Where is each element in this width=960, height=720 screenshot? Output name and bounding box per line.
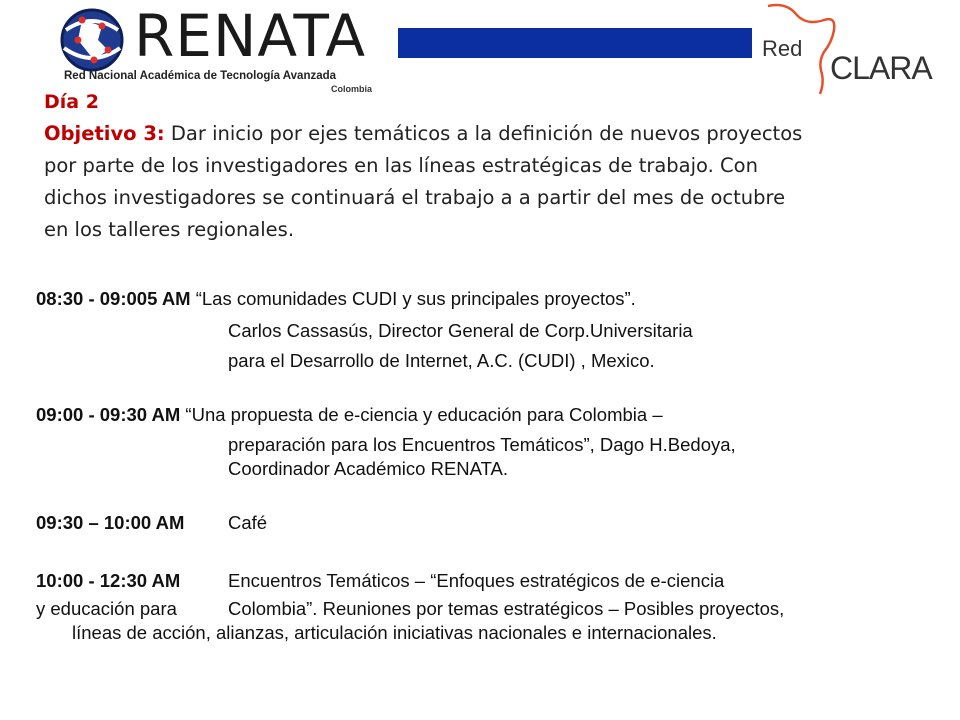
objective-block xyxy=(44,86,924,246)
schedule-time-4: 10:00 - 12:30 AM xyxy=(36,570,181,591)
schedule-time-3: 09:30 – 10:00 AM xyxy=(36,512,185,533)
objective-text-4: en los talleres regionales. xyxy=(44,218,295,241)
renata-country: Colombia xyxy=(330,84,372,94)
schedule-detail-4-prefix: y educación para xyxy=(36,598,177,619)
schedule-detail-2a: preparación para los Encuentros Temáticos”, Dago H.Bedoya, xyxy=(228,434,736,455)
schedule-detail-2b: Coordinador Académico RENATA. xyxy=(228,458,509,479)
schedule-title-1: “Las comunidades CUDI y sus principales proyectos”. xyxy=(190,288,636,309)
schedule-time-2: 09:00 - 09:30 AM xyxy=(36,404,181,425)
schedule-title-2: “Una propuesta de e-ciencia y educación para Colombia – xyxy=(180,404,663,425)
renata-wordmark: RENATA xyxy=(134,2,367,70)
renata-subtitle: Red Nacional Académica de Tecnología Avanzada xyxy=(64,70,337,82)
header-blue-bar xyxy=(398,28,752,58)
schedule-item-1 xyxy=(36,288,636,310)
schedule-detail-4b: líneas de acción, alianzas, articulación iniciativas nacionales e internacionales. xyxy=(72,622,717,643)
schedule-title-3: Café xyxy=(228,512,268,533)
objective-text-1: Dar inicio por ejes temáticos a la definición de nuevos proyectos xyxy=(164,122,803,145)
objective-text-2: por parte de los investigadores en las líneas estratégicas de trabajo. Con xyxy=(44,154,758,177)
schedule-title-4: Encuentros Temáticos – “Enfoques estratégicos de e-ciencia xyxy=(228,570,725,591)
schedule-item-2 xyxy=(36,404,663,426)
schedule-time-1: 08:30 - 09:005 AM xyxy=(36,288,191,309)
renata-logo xyxy=(58,4,378,96)
schedule-item-3 xyxy=(36,512,184,534)
schedule-detail-1b: para el Desarrollo de Internet, A.C. (CUDI) , Mexico. xyxy=(228,350,655,371)
clara-red-text: Red xyxy=(762,36,803,61)
clara-wordmark: CLARA xyxy=(830,50,932,86)
schedule-detail-4a: Colombia”. Reuniones por temas estratégicos – Posibles proyectos, xyxy=(228,598,785,619)
redclara-logo xyxy=(762,0,942,100)
objective-text-3: dichos investigadores se continuará el trabajo a a partir del mes de octubre xyxy=(44,186,786,209)
objective-line-1 xyxy=(44,118,924,150)
day-label: Día 2 xyxy=(44,91,99,113)
schedule-detail-1a: Carlos Cassasús, Director General de Corp.Universitaria xyxy=(228,320,693,341)
renata-globe-icon xyxy=(58,6,126,74)
objective-label: Objetivo 3: xyxy=(44,122,165,145)
schedule-item-4 xyxy=(36,570,180,592)
